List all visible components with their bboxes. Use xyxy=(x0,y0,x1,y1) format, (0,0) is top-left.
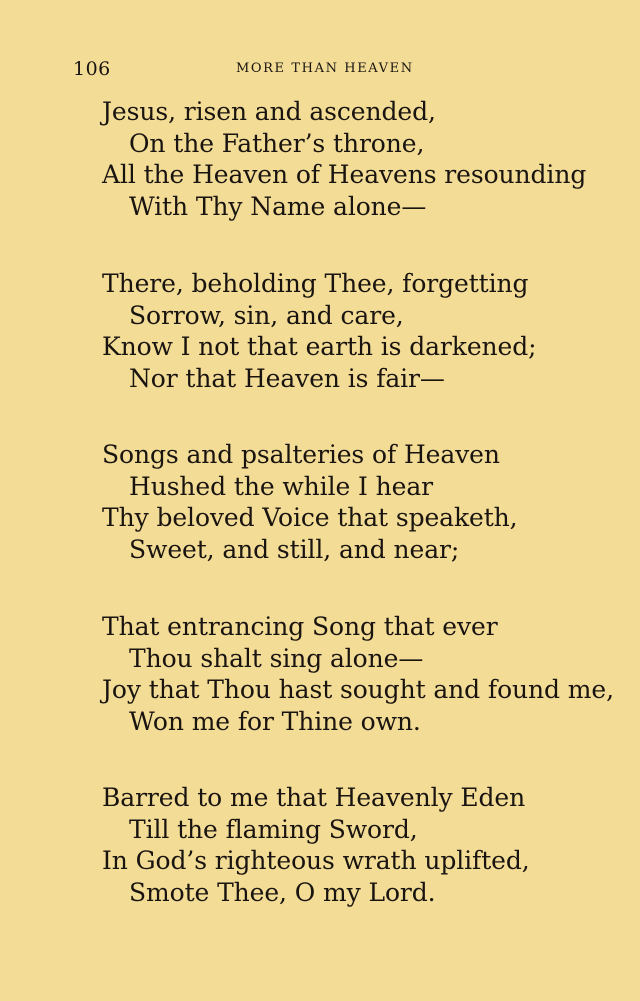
running-title: MORE THAN HEAVEN xyxy=(236,61,414,76)
page-number: 106 xyxy=(73,58,111,80)
stanza-5-line-2: Till the flaming Sword, xyxy=(129,814,418,844)
stanza-3-line-2: Hushed the while I hear xyxy=(129,471,433,501)
stanza-3 xyxy=(102,439,612,565)
stanza-1-line-4: With Thy Name alone— xyxy=(129,191,427,221)
stanza-3-line-4: Sweet, and still, and near; xyxy=(129,534,460,564)
stanza-1 xyxy=(102,96,612,222)
stanza-2-line-1: There, beholding Thee, forgetting xyxy=(102,269,529,298)
stanza-4-line-1: That entrancing Song that ever xyxy=(102,612,498,641)
stanza-4-line-4: Won me for Thine own. xyxy=(129,706,421,736)
stanza-1-line-1: Jesus, risen and ascended, xyxy=(102,97,436,126)
stanza-3-line-1: Songs and psalteries of Heaven xyxy=(102,440,500,469)
stanza-5 xyxy=(102,782,612,908)
stanza-5-line-1: Barred to me that Heavenly Eden xyxy=(102,783,526,812)
stanza-4-line-2: Thou shalt sing alone— xyxy=(129,643,424,673)
stanza-4 xyxy=(102,611,612,737)
stanza-5-line-3: In God’s righteous wrath uplifted, xyxy=(102,846,530,875)
stanza-2 xyxy=(102,268,612,394)
stanza-2-line-2: Sorrow, sin, and care, xyxy=(129,300,404,330)
stanza-1-line-3: All the Heaven of Heavens resounding xyxy=(102,160,587,189)
running-head xyxy=(0,58,640,82)
stanza-4-line-3: Joy that Thou hast sought and found me, xyxy=(102,675,614,704)
stanza-3-line-3: Thy beloved Voice that speaketh, xyxy=(102,503,518,532)
stanza-1-line-2: On the Father’s throne, xyxy=(129,128,425,158)
stanza-5-line-4: Smote Thee, O my Lord. xyxy=(129,877,436,907)
stanza-2-line-3: Know I not that earth is darkened; xyxy=(102,332,537,361)
stanza-2-line-4: Nor that Heaven is fair— xyxy=(129,363,445,393)
